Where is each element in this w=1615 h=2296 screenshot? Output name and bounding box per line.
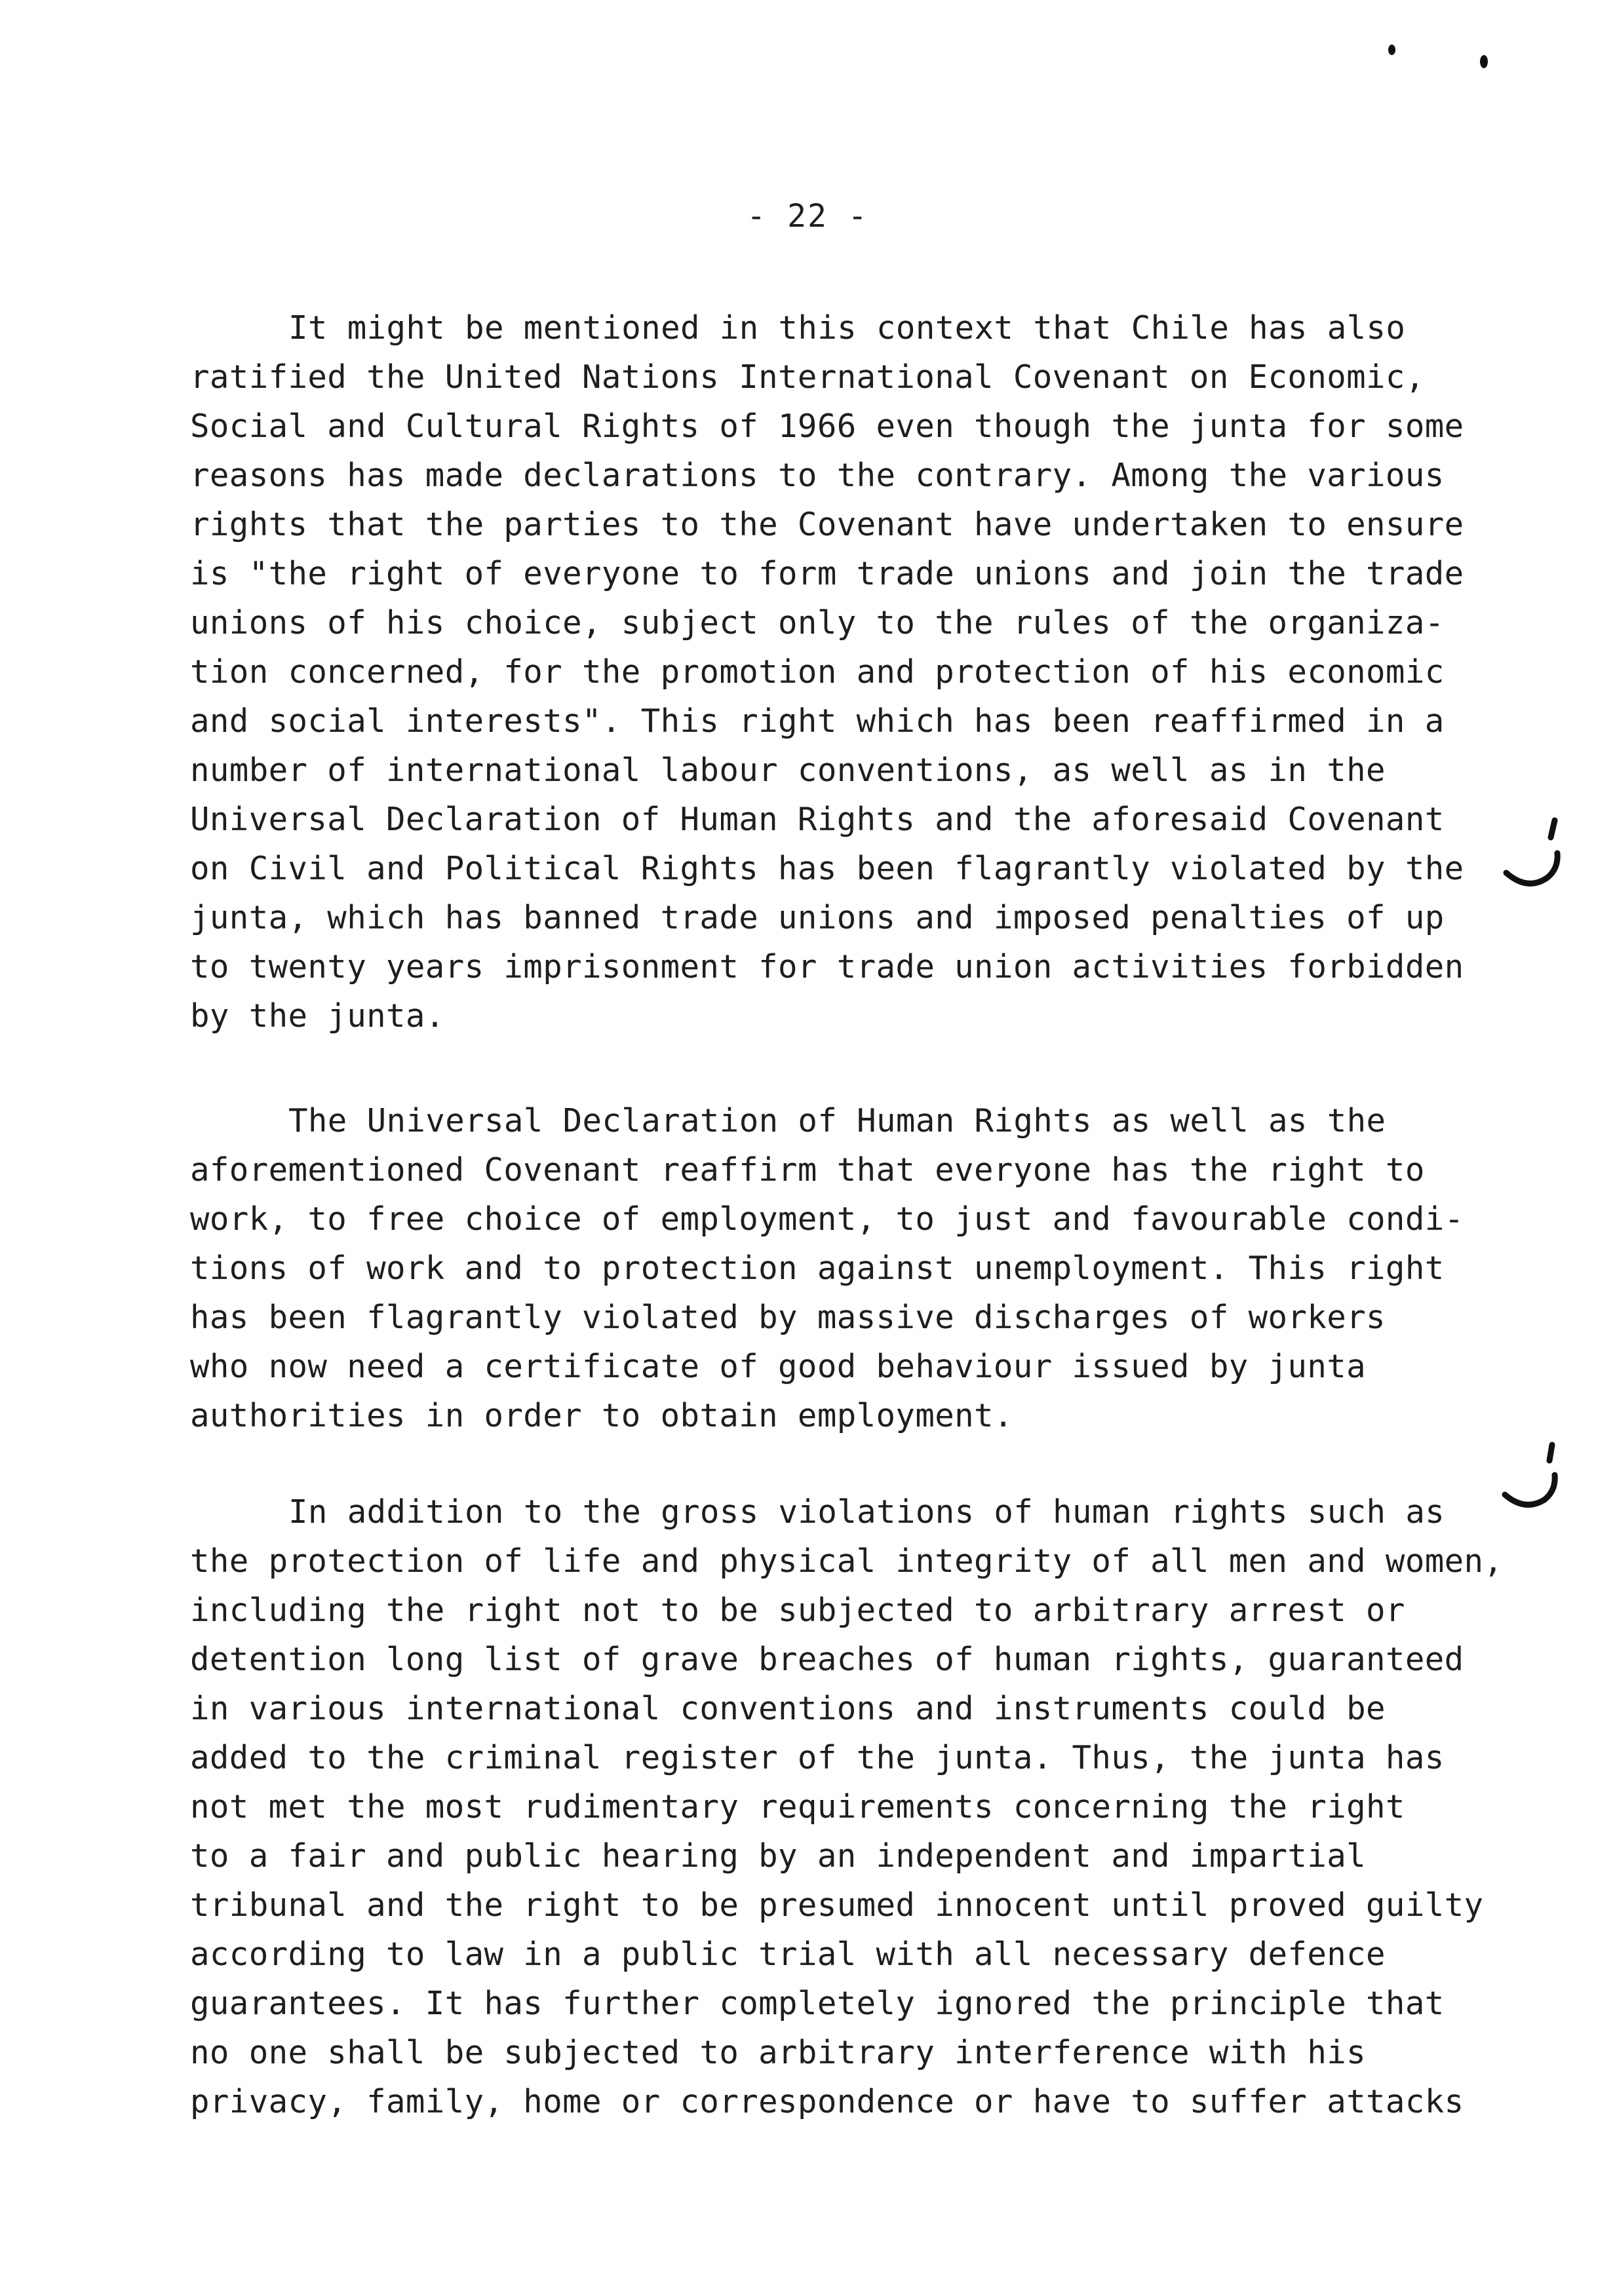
text-line: in various international conventions and instruments could be: [190, 1690, 1386, 1727]
text-line: In addition to the gross violations of human rights such as: [288, 1493, 1445, 1531]
text-line: junta, which has banned trade unions and imposed penalties of up: [190, 899, 1445, 936]
scan-speck-icon: [1388, 45, 1395, 55]
text-line: aforementioned Covenant reaffirm that everyone has the right to: [190, 1151, 1425, 1189]
handwritten-check-mark-icon: [1501, 1438, 1566, 1523]
text-line: is "the right of everyone to form trade unions and join the trade: [190, 555, 1464, 592]
page-number: - 22 -: [747, 198, 868, 235]
text-line: detention long list of grave breaches of human rights, guaranteed: [190, 1641, 1464, 1678]
text-line: who now need a certificate of good behaviour issued by junta: [190, 1348, 1367, 1385]
text-line: number of international labour conventions, as well as in the: [190, 752, 1386, 789]
text-line: unions of his choice, subject only to the rules of the organiza-: [190, 604, 1445, 641]
text-line: according to law in a public trial with all necessary defence: [190, 1936, 1386, 1973]
text-line: added to the criminal register of the junta. Thus, the junta has: [190, 1739, 1445, 1776]
paragraph-gross-violations: [190, 1487, 1540, 2126]
text-line: guarantees. It has further completely ignored the principle that: [190, 1985, 1445, 2022]
text-line: no one shall be subjected to arbitrary interference with his: [190, 2034, 1367, 2071]
text-line: by the junta.: [190, 997, 445, 1035]
text-line: not met the most rudimentary requirements concerning the right: [190, 1788, 1405, 1826]
text-line: and social interests". This right which has been reaffirmed in a: [190, 702, 1445, 740]
text-line: authorities in order to obtain employment.: [190, 1397, 1013, 1434]
text-line: Social and Cultural Rights of 1966 even though the junta for some: [190, 408, 1464, 445]
text-line: work, to free choice of employment, to just and favourable condi-: [190, 1200, 1464, 1238]
text-line: has been flagrantly violated by massive discharges of workers: [190, 1299, 1386, 1336]
text-line: privacy, family, home or correspondence or have to suffer attacks: [190, 2083, 1464, 2120]
text-line: tion concerned, for the promotion and protection of his economic: [190, 653, 1445, 691]
text-line: The Universal Declaration of Human Rights as well as the: [288, 1102, 1386, 1139]
text-line: reasons has made declarations to the contrary. Among the various: [190, 457, 1445, 494]
handwritten-check-mark-icon: [1501, 813, 1566, 898]
text-line: to twenty years imprisonment for trade union activities forbidden: [190, 948, 1464, 985]
text-line: on Civil and Political Rights has been flagrantly violated by the: [190, 850, 1464, 887]
paragraph-trade-unions: [190, 303, 1540, 1041]
text-line: Universal Declaration of Human Rights and the aforesaid Covenant: [190, 801, 1445, 838]
text-line: rights that the parties to the Covenant have undertaken to ensure: [190, 506, 1464, 543]
paragraph-right-to-work: [190, 1096, 1540, 1440]
text-line: tribunal and the right to be presumed innocent until proved guilty: [190, 1886, 1484, 1924]
text-line: including the right not to be subjected to arbitrary arrest or: [190, 1592, 1405, 1629]
text-line: ratified the United Nations International Covenant on Economic,: [190, 358, 1425, 396]
text-line: It might be mentioned in this context that Chile has also: [288, 309, 1406, 347]
scan-speck-icon: [1480, 55, 1488, 68]
text-line: to a fair and public hearing by an independent and impartial: [190, 1837, 1367, 1875]
text-line: the protection of life and physical integrity of all men and women,: [190, 1542, 1504, 1580]
text-line: tions of work and to protection against unemployment. This right: [190, 1250, 1445, 1287]
